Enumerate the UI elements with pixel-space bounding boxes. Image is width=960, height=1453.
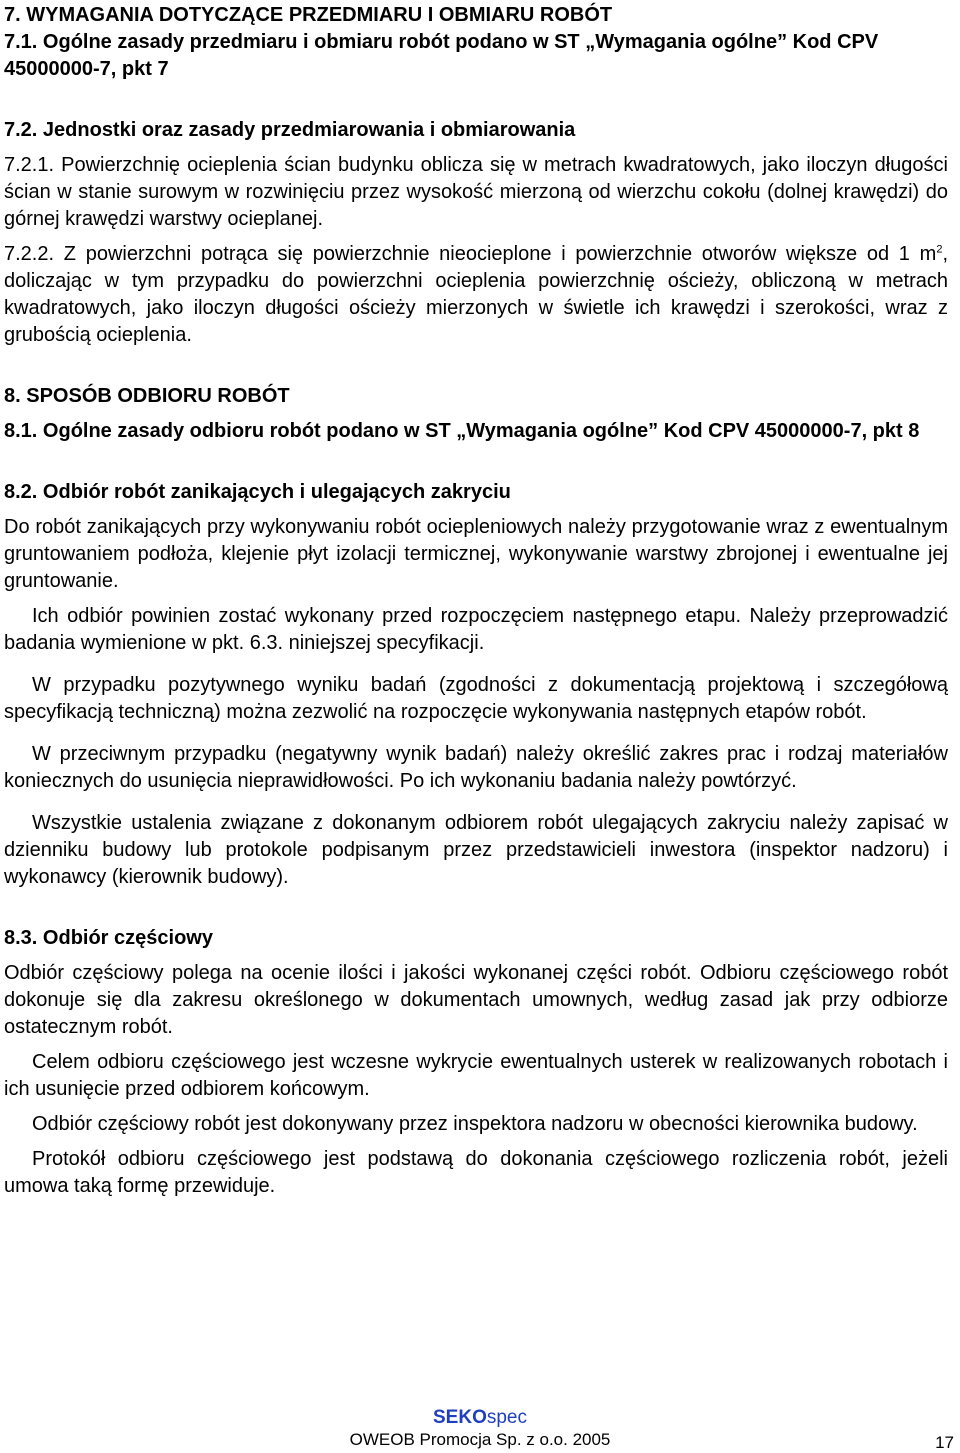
section-8-3-heading: 8.3. Odbiór częściowy	[4, 927, 213, 949]
spacer	[4, 595, 948, 603]
spacer	[4, 445, 948, 479]
spacer	[4, 349, 948, 383]
spacer	[4, 506, 948, 514]
superscript: 2	[936, 243, 943, 256]
logo-bold-text: SEKO	[433, 1407, 487, 1428]
paragraph-8-3-3: Odbiór częściowy robót jest dokonywany przez inspektora nadzoru w obecności kierownika budowy.	[32, 1113, 918, 1135]
paragraph-7-2-1	[4, 152, 948, 233]
paragraph-8-2-3: W przypadku pozytywnego wyniku badań (zgodności z dokumentacją projektową i szczegółową specyfikacją techniczną) można zezwolić na rozpoczęcie wykonywania następnych etapów robót.	[4, 674, 948, 723]
sekospec-logo	[0, 1408, 960, 1428]
section-7-2-heading: 7.2. Jednostki oraz zasady przedmiarowania i obmiarowania	[4, 119, 576, 141]
document-page	[4, 0, 948, 1200]
paragraph-8-2-4: W przeciwnym przypadku (negatywny wynik badań) należy określić zakres prac i rodzaj materiałów koniecznych do usunięcia nieprawidłowości. Po ich wykonaniu badania należy powtórzyć.	[4, 743, 948, 792]
company-name: OWEOB Promocja Sp. z o.o. 2005	[349, 1430, 611, 1449]
paragraph-number: 7.2.2.	[4, 243, 55, 265]
paragraph-8-3-4: Protokół odbioru częściowego jest podstawą do dokonania częściowego rozliczenia robót, jeżeli umowa taką formę przewiduje.	[4, 1148, 948, 1197]
paragraph-text: , doliczając w tym przypadku do powierzchni ocieplenia powierzchnię ościeży, obliczoną w metrach kwadratowych, jako iloczyn długości ościeży mierzonych w świetle ich krawędzi i szerokości, wraz z grubością ocieplenia.	[4, 243, 948, 346]
section-8-heading: 8. SPOSÓB ODBIORU ROBÓT	[4, 385, 290, 407]
spacer	[4, 233, 948, 241]
spacer	[4, 1041, 948, 1049]
spacer	[4, 144, 948, 152]
paragraph-8-2-5: Wszystkie ustalenia związane z dokonanym odbiorem robót ulegających zakryciu należy zapisać w dzienniku budowy lub protokole podpisanym przez przedstawicieli inwestora (inspektor nadzoru) i wykonawcy (kierownik budowy).	[4, 812, 948, 888]
paragraph-7-2-2	[4, 241, 948, 349]
paragraph-8-2-2: Ich odbiór powinien zostać wykonany przed rozpoczęciem następnego etapu. Należy przeprowadzić badania wymienione w pkt. 6.3. niniejszej specyfikacji.	[4, 605, 948, 654]
spacer	[4, 1103, 948, 1111]
spacer	[4, 410, 948, 418]
spacer	[4, 657, 948, 672]
section-8-1-heading: 8.1. Ogólne zasady odbioru robót podano w ST „Wymagania ogólne” Kod CPV 45000000-7, pkt 8	[4, 420, 920, 442]
page-footer	[0, 1408, 960, 1450]
section-8-2-heading: 8.2. Odbiór robót zanikających i ulegających zakryciu	[4, 481, 511, 503]
paragraph-text: Powierzchnię ocieplenia ścian budynku oblicza się w metrach kwadratowych, jako iloczyn długości ścian w stanie surowym w rozwinięciu przez wysokość mierzoną od wierzchu cokołu (dolnej krawędzi) do górnej krawędzi warstwy ocieplanej.	[4, 154, 948, 230]
spacer	[4, 795, 948, 810]
section-7-1-heading: 7.1. Ogólne zasady przedmiaru i obmiaru robót podano w ST „Wymagania ogólne” Kod CPV 45000000-7, pkt 7	[4, 31, 879, 80]
spacer	[4, 83, 948, 117]
paragraph-8-3-2: Celem odbioru częściowego jest wczesne wykrycie ewentualnych usterek w realizowanych robotach i ich usunięcie przed odbiorem końcowym.	[4, 1051, 948, 1100]
spacer	[4, 952, 948, 960]
spacer	[4, 1138, 948, 1146]
paragraph-number: 7.2.1.	[4, 154, 55, 176]
spacer	[4, 726, 948, 741]
paragraph-8-3-1: Odbiór częściowy polega na ocenie ilości i jakości wykonanej części robót. Odbioru częściowego robót dokonuje się dla zakresu określonego w dokumentach umownych, według zasad jak przy odbiorze ostatecznym robót.	[4, 962, 948, 1038]
spacer	[4, 891, 948, 925]
page-number: 17	[935, 1433, 954, 1452]
section-7-heading: 7. WYMAGANIA DOTYCZĄCE PRZEDMIARU I OBMIARU ROBÓT	[4, 4, 613, 26]
logo-light-text: spec	[486, 1407, 527, 1428]
paragraph-8-2-1: Do robót zanikających przy wykonywaniu robót ociepleniowych należy przygotowanie wraz z ewentualnym gruntowaniem podłoża, klejenie płyt izolacji termicznej, wykonywanie warstwy zbrojonej i ewentualne jej gruntowanie.	[4, 516, 948, 592]
paragraph-text: Z powierzchni potrąca się powierzchnie nieocieplone i powierzchnie otworów większe od 1 m	[54, 243, 937, 265]
